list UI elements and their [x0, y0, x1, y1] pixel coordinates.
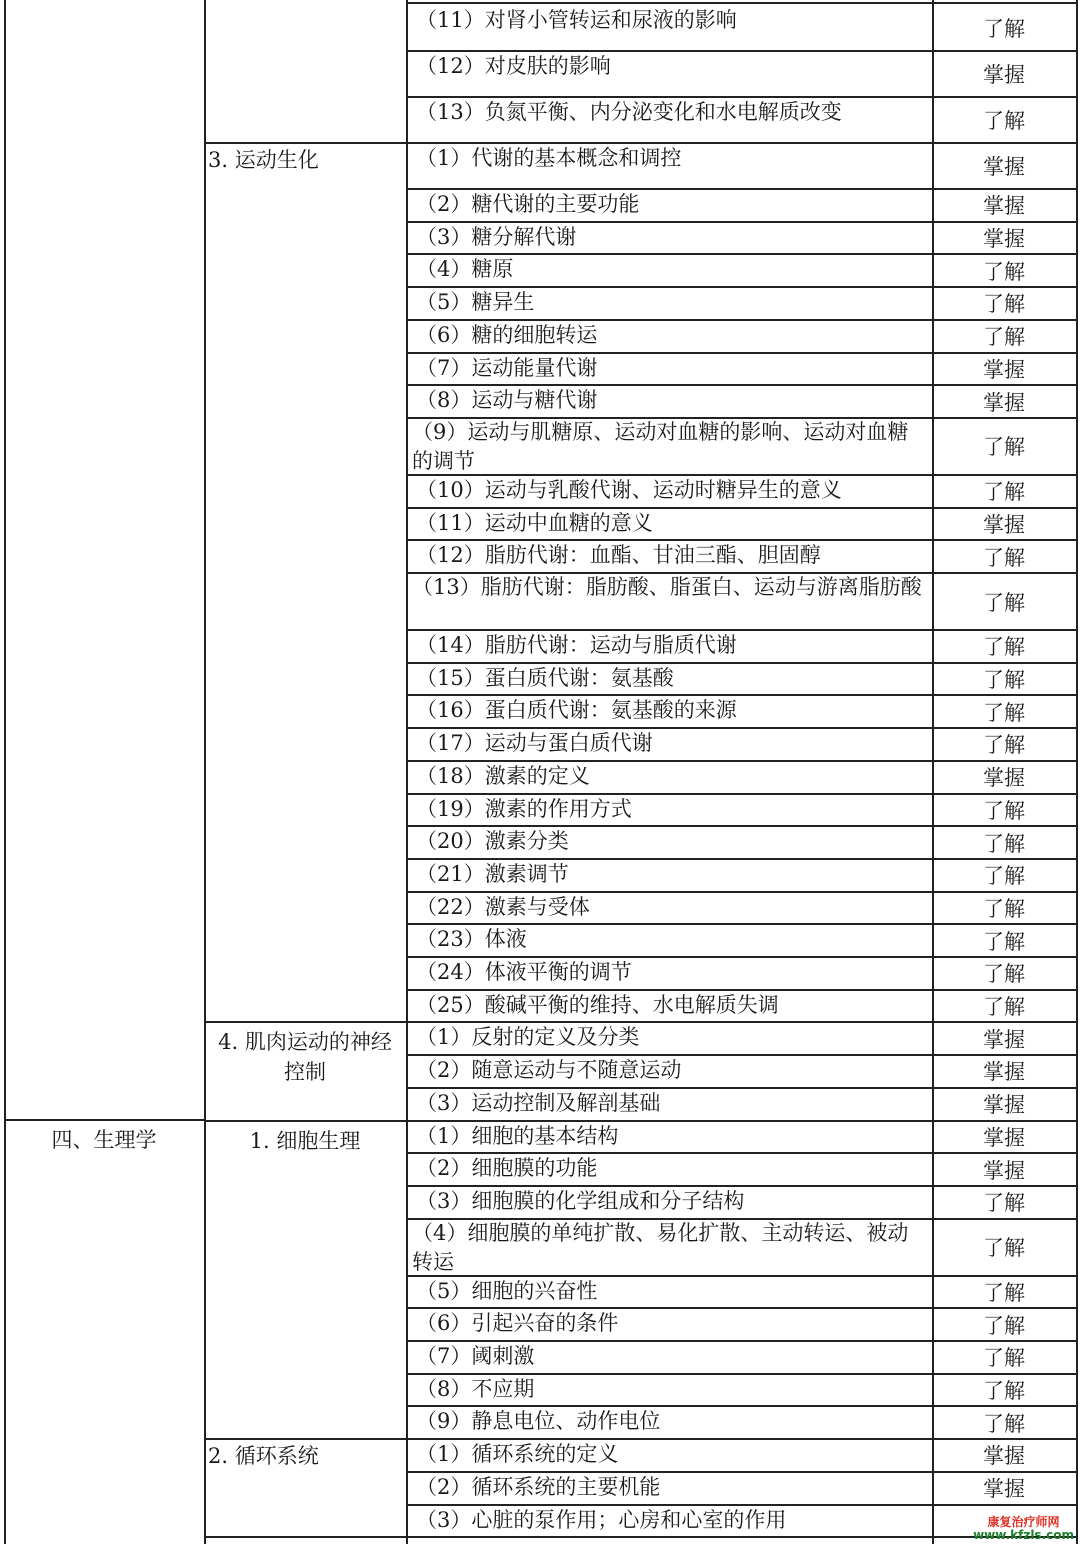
item-text: （3）糖分解代谢 [416, 224, 577, 249]
item-text: （1）循环系统的定义 [416, 1442, 619, 1467]
item-text: （3）心脏的泵作用；心房和心室的作用 [416, 1507, 787, 1532]
item-text: （11）对肾小管转运和尿液的影响 [416, 8, 737, 32]
row-divider [406, 50, 1076, 52]
row-divider [406, 1120, 1076, 1122]
item-text: （1）细胞的基本结构 [416, 1123, 619, 1148]
item-text: （9）运动与肌糖原、运动对血糖的影响、运动对血糖的调节 [412, 419, 909, 473]
row-divider [406, 1021, 1076, 1023]
row-divider [406, 539, 1076, 541]
row-divider [406, 1405, 1076, 1407]
item-level: 掌握 [983, 1125, 1025, 1150]
item-text: （5）细胞的兴奋性 [416, 1278, 598, 1303]
row-divider [406, 1054, 1076, 1056]
category-label: 四、生理学 [51, 1127, 157, 1152]
row-divider [406, 352, 1076, 354]
row-divider [406, 507, 1076, 509]
item-text: （18）激素的定义 [416, 763, 590, 788]
item-level: 了解 [983, 1346, 1025, 1371]
row-divider [406, 858, 1076, 860]
item-level: 了解 [983, 962, 1025, 987]
item-text: （22）激素与受体 [416, 894, 590, 919]
item-level: 了解 [983, 896, 1025, 921]
row-divider [406, 1185, 1076, 1187]
item-level: 了解 [983, 995, 1025, 1020]
item-text: （2）糖代谢的主要功能 [416, 192, 640, 216]
item-level: 了解 [983, 798, 1025, 823]
item-level: 掌握 [983, 1158, 1025, 1183]
row-divider [406, 253, 1076, 255]
item-text: （20）激素分类 [416, 829, 569, 854]
subsection-divider [204, 1536, 406, 1538]
col-border-right [1076, 0, 1078, 1544]
item-text: （3）细胞膜的化学组成和分子结构 [416, 1188, 745, 1213]
item-text: （4）糖原 [416, 257, 514, 282]
item-text: （4）细胞膜的单纯扩散、易化扩散、主动转运、被动转运 [412, 1220, 909, 1274]
row-divider [406, 188, 1076, 190]
item-level: 掌握 [983, 63, 1025, 87]
row-divider [406, 221, 1076, 223]
item-text: （7）阈刺激 [416, 1344, 535, 1368]
item-text: （25）酸碱平衡的维持、水电解质失调 [416, 992, 779, 1017]
item-text: （19）激素的作用方式 [416, 796, 632, 821]
item-level: 了解 [983, 1191, 1025, 1216]
item-text: （12）对皮肤的影响 [416, 54, 611, 78]
row-divider [406, 1152, 1076, 1154]
row-divider [406, 1471, 1076, 1473]
item-text: （2）随意运动与不随意运动 [416, 1058, 682, 1083]
item-text: （3）运动控制及解剖基础 [416, 1090, 661, 1115]
item-level: 了解 [983, 590, 1025, 615]
item-text: （8）不应期 [416, 1376, 535, 1401]
item-level: 掌握 [983, 227, 1025, 252]
row-divider [406, 629, 1076, 631]
watermark-title: 康复治疗师网 [987, 1515, 1060, 1529]
item-level: 掌握 [983, 1060, 1025, 1085]
row-divider [406, 956, 1076, 958]
item-level: 掌握 [983, 766, 1025, 791]
row-divider [406, 384, 1076, 386]
row-divider [406, 662, 1076, 664]
item-text: （10）运动与乳酸代谢、运动时糖异生的意义 [416, 477, 842, 502]
subsection-label: 4. 肌肉运动的神经控制 [218, 1030, 392, 1085]
item-text: （9）静息电位、动作电位 [416, 1409, 661, 1434]
row-divider [406, 1373, 1076, 1375]
item-level: 了解 [983, 325, 1025, 350]
item-text: （23）体液 [416, 927, 527, 952]
item-level: 掌握 [983, 512, 1025, 537]
row-divider [406, 1438, 1076, 1440]
item-level: 了解 [983, 109, 1025, 133]
item-level: 掌握 [983, 1444, 1025, 1469]
item-text: （2）细胞膜的功能 [416, 1156, 598, 1181]
item-text: （8）运动与糖代谢 [416, 388, 598, 413]
item-text: （1）代谢的基本概念和调控 [416, 146, 682, 170]
col-border-left [4, 0, 6, 1544]
row-divider [406, 923, 1076, 925]
item-level: 掌握 [983, 155, 1025, 179]
item-level: 了解 [983, 864, 1025, 889]
row-divider [406, 319, 1076, 321]
item-text: （11）运动中血糖的意义 [416, 510, 653, 535]
table-top-border [406, 2, 1076, 4]
site-watermark [973, 1516, 1074, 1542]
subsection-label: 1. 细胞生理 [249, 1128, 361, 1153]
row-divider [406, 793, 1076, 795]
row-divider [406, 891, 1076, 893]
row-divider [406, 1340, 1076, 1342]
row-divider [406, 286, 1076, 288]
item-text: （15）蛋白质代谢：氨基酸 [416, 665, 674, 690]
item-text: （17）运动与蛋白质代谢 [416, 731, 653, 756]
item-level: 了解 [983, 668, 1025, 693]
watermark-url: www.kfzls.com [973, 1528, 1074, 1542]
item-level: 了解 [983, 1411, 1025, 1436]
col-border-subsection [406, 0, 408, 1544]
item-text: （13）脂肪代谢：脂肪酸、脂蛋白、运动与游离脂肪酸 [412, 575, 922, 599]
item-text: （7）运动能量代谢 [416, 355, 598, 380]
item-text: （6）引起兴奋的条件 [416, 1311, 619, 1336]
col-border-item [932, 0, 934, 1544]
item-level: 了解 [983, 1379, 1025, 1404]
item-level: 了解 [983, 435, 1025, 460]
row-divider [406, 1087, 1076, 1089]
item-level: 了解 [983, 545, 1025, 570]
item-level: 了解 [983, 635, 1025, 660]
subsection-label: 3. 运动生化 [208, 148, 319, 172]
row-divider [406, 727, 1076, 729]
row-divider [406, 96, 1076, 98]
subsection-label: 2. 循环系统 [208, 1444, 319, 1469]
item-level: 掌握 [983, 1027, 1025, 1052]
subsection-divider [204, 1438, 406, 1440]
item-level: 掌握 [983, 1477, 1025, 1502]
item-level: 了解 [983, 1313, 1025, 1338]
item-text: （2）循环系统的主要机能 [416, 1474, 661, 1499]
item-text: （14）脂肪代谢：运动与脂质代谢 [416, 633, 737, 657]
item-text: （6）糖的细胞转运 [416, 322, 598, 347]
row-divider [406, 825, 1076, 827]
item-level: 了解 [983, 17, 1025, 41]
item-text: （1）反射的定义及分类 [416, 1025, 640, 1050]
subsection-divider [204, 142, 406, 144]
item-level: 了解 [983, 259, 1025, 284]
item-text: （21）激素调节 [416, 861, 569, 886]
row-divider [406, 474, 1076, 476]
row-divider [406, 760, 1076, 762]
item-level: 了解 [983, 733, 1025, 758]
item-level: 掌握 [983, 390, 1025, 415]
row-divider [406, 989, 1076, 991]
category-divider [4, 1119, 204, 1121]
row-divider [406, 1275, 1076, 1277]
item-level: 了解 [983, 292, 1025, 317]
item-level: 了解 [983, 480, 1025, 505]
row-divider [406, 142, 1076, 144]
item-level: 了解 [983, 700, 1025, 725]
item-level: 掌握 [983, 357, 1025, 382]
item-level: 了解 [983, 831, 1025, 856]
subsection-divider [204, 1021, 406, 1023]
row-divider [406, 694, 1076, 696]
item-text: （12）脂肪代谢：血酯、甘油三酯、胆固醇 [416, 543, 821, 568]
item-level: 了解 [983, 1236, 1025, 1261]
col-border-category [204, 0, 206, 1544]
item-text: （13）负氮平衡、内分泌变化和水电解质改变 [416, 100, 842, 124]
item-text: （24）体液平衡的调节 [416, 960, 632, 984]
item-level: 了解 [983, 929, 1025, 954]
item-text: （16）蛋白质代谢：氨基酸的来源 [416, 698, 737, 723]
row-divider [406, 1307, 1076, 1309]
row-divider [406, 1504, 1076, 1506]
item-level: 了解 [983, 1280, 1025, 1305]
subsection-divider [204, 1120, 406, 1122]
item-level: 掌握 [983, 194, 1025, 219]
item-text: （5）糖异生 [416, 290, 535, 315]
item-level: 掌握 [983, 1093, 1025, 1118]
